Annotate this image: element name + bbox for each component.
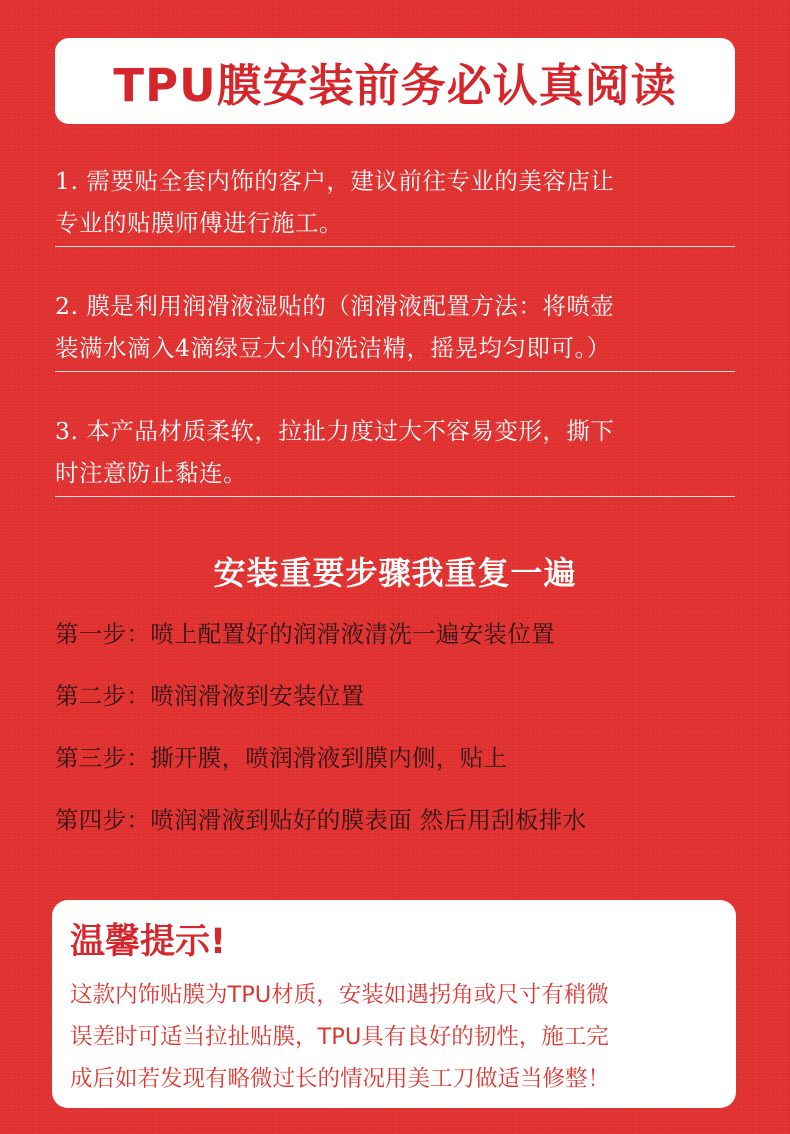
steps-list bbox=[55, 612, 755, 860]
title-banner bbox=[55, 38, 735, 124]
tip-card bbox=[52, 900, 736, 1108]
tip-line: 成后如若发现有略微过长的情况用美工刀做适当修整！ bbox=[70, 1066, 611, 1092]
note-item-1 bbox=[55, 160, 735, 247]
step-item-3: 第三步：撕开膜，喷润滑液到膜内侧，贴上 bbox=[55, 744, 508, 772]
note-line: 3. 本产品材质柔软，拉扯力度过大不容易变形，撕下 bbox=[55, 417, 615, 445]
note-line: 装满水滴入4滴绿豆大小的洗洁精，摇晃均匀即可。） bbox=[55, 334, 611, 362]
note-line: 时注意防止黏连。 bbox=[55, 459, 247, 487]
tip-line: 误差时可适当拉扯贴膜，TPU具有良好的韧性，施工完 bbox=[70, 1024, 609, 1050]
note-item-3 bbox=[55, 410, 735, 497]
step-item-4: 第四步：喷润滑液到贴好的膜表面 然后用刮板排水 bbox=[55, 806, 587, 834]
notes-section bbox=[55, 160, 735, 535]
note-line: 2. 膜是利用润滑液湿贴的（润滑液配置方法：将喷壶 bbox=[55, 292, 615, 320]
note-line: 1. 需要贴全套内饰的客户，建议前往专业的美容店让 bbox=[55, 167, 615, 195]
tip-body bbox=[70, 974, 726, 1100]
steps-heading: 安装重要步骤我重复一遍 bbox=[213, 554, 577, 592]
step-item-1: 第一步：喷上配置好的润滑液清洗一遍安装位置 bbox=[55, 620, 555, 648]
tip-line: 这款内饰贴膜为TPU材质，安装如遇拐角或尺寸有稍微 bbox=[70, 982, 609, 1008]
note-line: 专业的贴膜师傅进行施工。 bbox=[55, 209, 343, 237]
step-item-2: 第二步：喷润滑液到安装位置 bbox=[55, 682, 365, 710]
note-item-2 bbox=[55, 285, 735, 372]
tip-title: 温馨提示! bbox=[70, 922, 226, 962]
page-title: TPU膜安装前务必认真阅读 bbox=[113, 58, 677, 112]
